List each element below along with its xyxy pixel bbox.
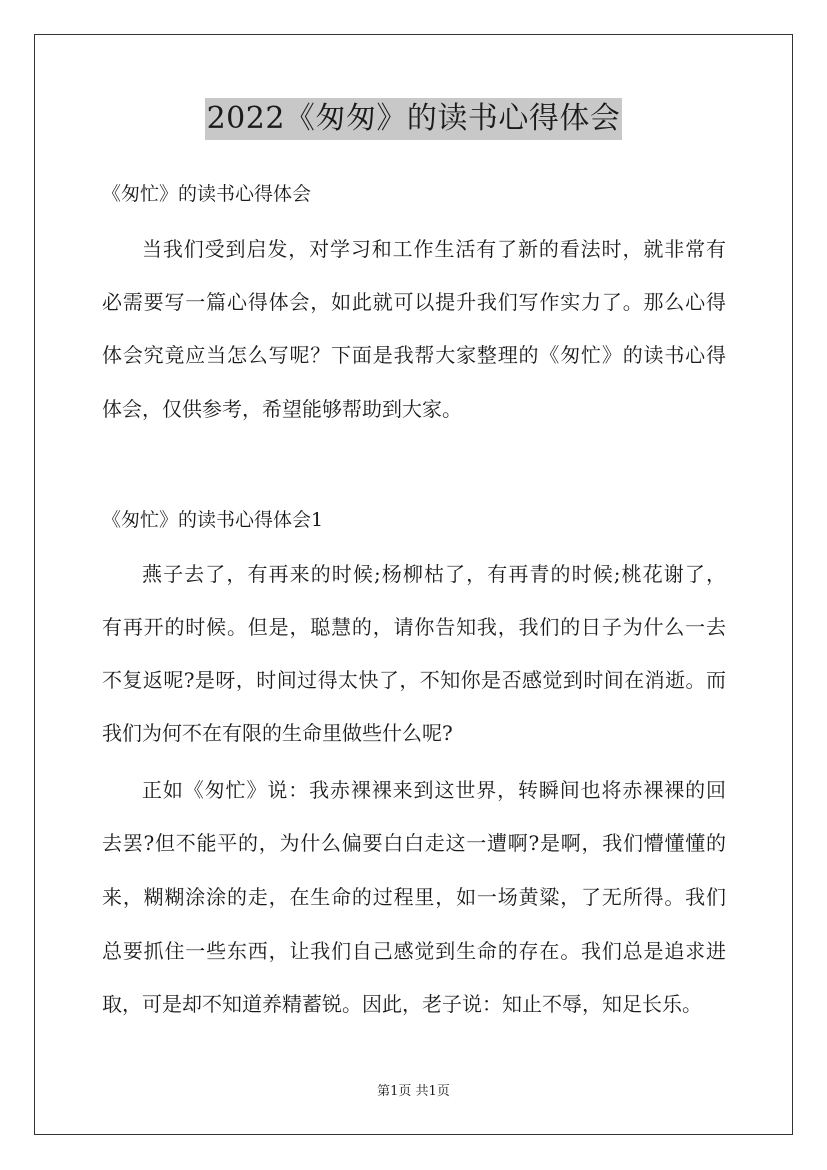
section1-para2-line-1: 正如《匆忙》说：我赤裸裸来到这世界，转瞬间也将赤裸裸的回: [142, 778, 726, 802]
section1-para2-line-5: 取，可是却不知道养精蓄锐。因此，老子说：知止不辱，知足长乐。: [102, 992, 702, 1016]
section1-heading: 《匆忙》的读书心得体会1: [102, 509, 324, 531]
section1-para2-line-2: 去罢?但不能平的，为什么偏要白白走这一遭啊?是啊，我们懵懂懂的: [102, 831, 726, 855]
section1-para1-line-2: 有再开的时候。但是，聪慧的，请你告知我，我们的日子为什么一去: [102, 615, 726, 639]
page-footer: 第1页 共1页: [377, 1084, 450, 1099]
intro-line-1: 当我们受到启发，对学习和工作生活有了新的看法时，就非常有: [142, 237, 726, 261]
intro-line-2: 必需要写一篇心得体会，如此就可以提升我们写作实力了。那么心得: [102, 290, 726, 314]
intro-heading: 《匆忙》的读书心得体会: [102, 183, 312, 205]
section1-para1-line-1: 燕子去了，有再来的时候;杨柳枯了，有再青的时候;桃花谢了，: [142, 562, 726, 586]
title-container: [0, 98, 827, 140]
section1-para1-line-4: 我们为何不在有限的生命里做些什么呢?: [102, 721, 453, 745]
document-title: 2022《匆匆》的读书心得体会: [205, 98, 623, 140]
section1-para1-line-3: 不复返呢?是呀，时间过得太快了，不知你是否感觉到时间在消逝。而: [102, 668, 726, 692]
intro-line-4: 体会，仅供参考，希望能够帮助到大家。: [102, 397, 462, 421]
section1-para2-line-4: 总要抓住一些东西，让我们自己感觉到生命的存在。我们总是追求进: [102, 939, 726, 963]
section1-para2-line-3: 来，糊糊涂涂的走，在生命的过程里，如一场黄粱，了无所得。我们: [102, 885, 726, 909]
intro-line-3: 体会究竟应当怎么写呢？下面是我帮大家整理的《匆忙》的读书心得: [102, 343, 726, 367]
